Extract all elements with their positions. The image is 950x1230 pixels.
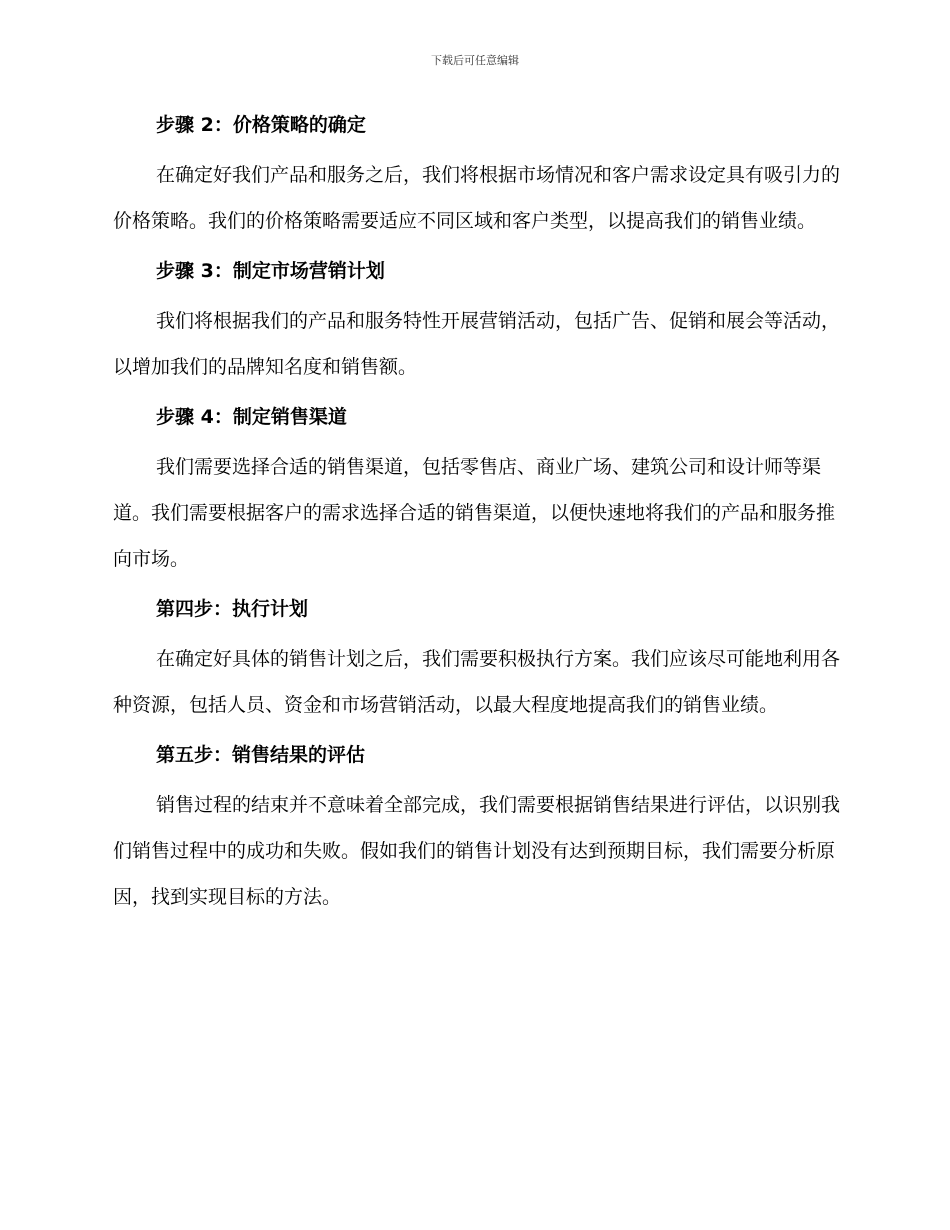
page-header: 下载后可任意编辑 <box>431 54 519 67</box>
paragraph-line: 会等活动，以增加我们的品牌知名度和销售额。 <box>113 310 841 378</box>
paragraph-line: 们的销售业绩。 <box>645 694 779 716</box>
paragraph-line: 估，以识别我们销售过程中的成功和失败。假如我们的销售计划没有达到预 <box>113 794 841 862</box>
section-paragraph <box>113 636 843 728</box>
section-paragraph <box>113 782 843 920</box>
section-heading: 步骤 4：制定销售渠道 <box>156 406 347 428</box>
paragraph-line: 高我们的销售业绩。 <box>645 210 817 232</box>
section-heading: 第四步：执行计划 <box>156 598 309 620</box>
section-marketing-plan <box>113 256 843 390</box>
paragraph-line: 我们的产品和服务推向市场。 <box>113 502 836 570</box>
paragraph-line: 销售过程的结束并不意味着全部完成，我们需要根据销售结果进行评 <box>156 794 727 816</box>
section-execute-plan <box>113 594 843 728</box>
section-paragraph <box>113 152 843 244</box>
section-heading: 步骤 3：制定市场营销计划 <box>156 260 385 282</box>
document-body <box>113 110 843 932</box>
section-heading: 步骤 2：价格策略的确定 <box>156 114 366 136</box>
section-heading: 第五步：销售结果的评估 <box>156 744 366 766</box>
section-sales-channels <box>113 402 843 582</box>
paragraph-line: 计师等渠道。我们需要根据客户的需求选择合适的销售渠道，以便快速地将 <box>113 456 822 524</box>
paragraph-line: 我们需要选择合适的销售渠道，包括零售店、商业广场、建筑公司和设 <box>156 456 746 478</box>
paragraph-line: 在确定好我们产品和服务之后，我们将根据市场情况和客户需求设定具 <box>156 164 746 186</box>
paragraph-line: 期目标，我们需要分析原因，找到实现目标的方法。 <box>113 840 836 908</box>
section-results-evaluation <box>113 740 843 920</box>
paragraph-line: 有吸引力的价格策略。我们的价格策略需要适应不同区域和客户类型，以提 <box>113 164 841 232</box>
section-pricing-strategy <box>113 110 843 244</box>
section-paragraph <box>113 444 843 582</box>
paragraph-line: 能地利用各种资源，包括人员、资金和市场营销活动，以最大程度地提高我 <box>113 648 841 716</box>
section-paragraph <box>113 298 843 390</box>
paragraph-line: 在确定好具体的销售计划之后，我们需要积极执行方案。我们应该尽可 <box>156 648 746 670</box>
paragraph-line: 我们将根据我们的产品和服务特性开展营销活动，包括广告、促销和展 <box>156 310 746 332</box>
